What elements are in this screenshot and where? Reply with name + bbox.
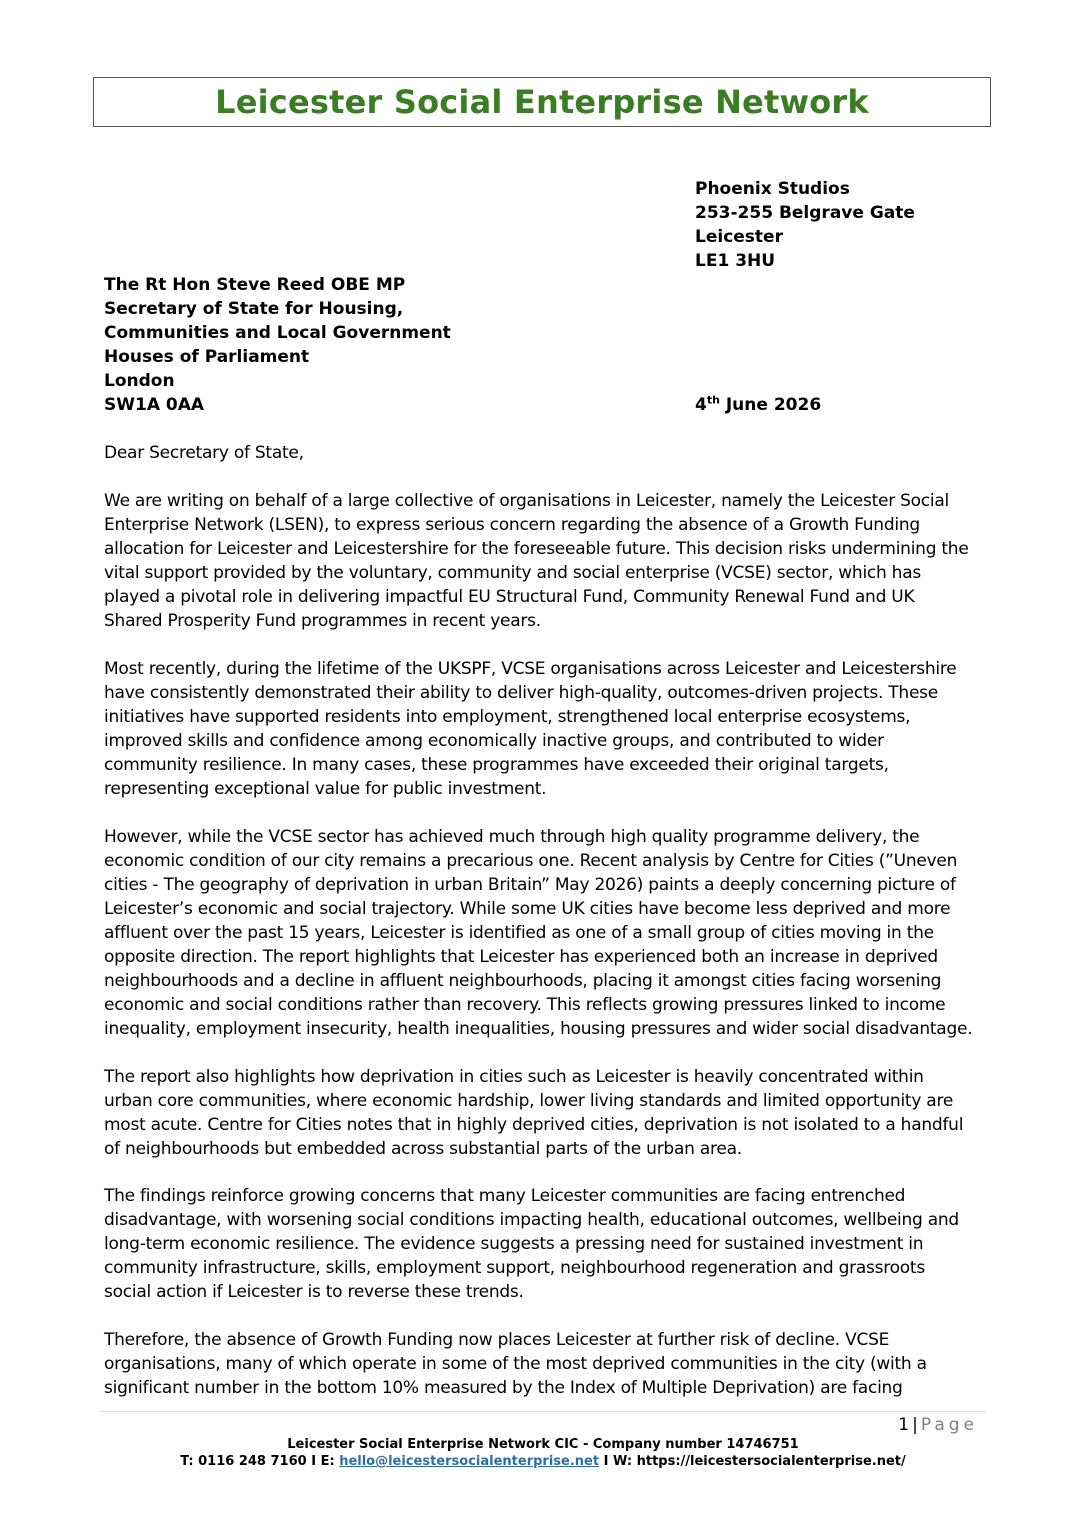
paragraph-line: The report also highlights how deprivation in cities such as Leicester is heavily concentrated within — [104, 1067, 924, 1087]
paragraph-line: significant number in the bottom 10% measured by the Index of Multiple Deprivation) are facing — [104, 1378, 903, 1398]
email-link[interactable]: hello@leicestersocialenterprise.net — [339, 1454, 600, 1469]
paragraph-line: Therefore, the absence of Growth Funding now places Leicester at further risk of decline. VCSE — [104, 1330, 890, 1350]
paragraph-line: organisations, many of which operate in some of the most deprived communities in the city (with a — [104, 1354, 927, 1374]
paragraph-line: allocation for Leicester and Leicestershire for the foreseeable future. This decision risks undermining the — [104, 539, 969, 559]
recipient-address — [104, 273, 451, 417]
recipient-address-line: Secretary of State for Housing, — [104, 299, 404, 319]
paragraph-line: affluent over the past 15 years, Leicester is identified as one of a small group of cities moving in the — [104, 923, 934, 943]
paragraph-line: neighbourhoods and a decline in affluent neighbourhoods, placing it amongst cities facing worsening — [104, 971, 942, 991]
paragraph-line: initiatives have supported residents into employment, strengthened local enterprise ecosystems, — [104, 707, 911, 727]
recipient-address-line: The Rt Hon Steve Reed OBE MP — [104, 275, 406, 295]
paragraph-line: most acute. Centre for Cities notes that in highly deprived cities, deprivation is not isolated to a handful — [104, 1115, 964, 1135]
sender-address — [695, 177, 915, 273]
paragraph-line: social action if Leicester is to reverse these trends. — [104, 1282, 524, 1302]
recipient-address-line: SW1A 0AA — [104, 395, 205, 415]
paragraph-line: community infrastructure, skills, employment support, neighbourhood regeneration and grassroots — [104, 1258, 925, 1278]
body-paragraph — [104, 1184, 984, 1304]
paragraph-line: disadvantage, with worsening social conditions impacting health, educational outcomes, wellbeing and — [104, 1210, 959, 1230]
recipient-address-line: Communities and Local Government — [104, 323, 451, 343]
organisation-title: Leicester Social Enterprise Network — [215, 83, 869, 121]
page-word: Page — [920, 1415, 978, 1435]
salutation-text: Dear Secretary of State, — [104, 443, 304, 463]
letterhead-box — [93, 77, 991, 127]
paragraph-line: opposite direction. The report highlights that Leicester has experienced both an increase in deprived — [104, 947, 938, 967]
page-separator: | — [912, 1415, 918, 1435]
paragraph-line: cities - The geography of deprivation in urban Britain” May 2026) paints a deeply concerning picture of — [104, 875, 956, 895]
paragraph-line: vital support provided by the voluntary, community and social enterprise (VCSE) sector, which has — [104, 563, 921, 583]
footer-phone: T: 0116 248 7160 I E: — [180, 1454, 340, 1469]
sender-address-line: 253-255 Belgrave Gate — [695, 203, 915, 223]
paragraph-line: Leicester’s economic and social trajectory. While some UK cities have become less deprived and more — [104, 899, 951, 919]
paragraph-line: long-term economic resilience. The evidence suggests a pressing need for sustained investment in — [104, 1234, 924, 1254]
paragraph-line: Shared Prosperity Fund programmes in recent years. — [104, 611, 541, 631]
footer-divider — [100, 1411, 986, 1412]
date-day: 4 — [695, 395, 707, 415]
paragraph-line: urban core communities, where economic hardship, lower living standards and limited opportunity are — [104, 1091, 954, 1111]
date-month-year: June 2026 — [719, 395, 822, 415]
paragraph-line: The findings reinforce growing concerns that many Leicester communities are facing entrenched — [104, 1186, 906, 1206]
salutation — [104, 441, 984, 465]
paragraph-line: have consistently demonstrated their ability to deliver high-quality, outcomes-driven projects. These — [104, 683, 938, 703]
footer-company-line: Leicester Social Enterprise Network CIC - Company number 14746751 — [287, 1437, 799, 1452]
date-suffix: th — [706, 393, 720, 407]
footer-website: I W: https://leicestersocialenterprise.net/ — [599, 1454, 906, 1469]
paragraph-line: improved skills and confidence among economically inactive groups, and contributed to wider — [104, 731, 884, 751]
sender-address-line: LE1 3HU — [695, 251, 776, 271]
paragraph-line: representing exceptional value for public investment. — [104, 779, 547, 799]
paragraph-line: played a pivotal role in delivering impactful EU Structural Fund, Community Renewal Fund and UK — [104, 587, 915, 607]
letter-date — [695, 393, 821, 417]
body-paragraph — [104, 1328, 984, 1400]
page-number-value: 1 — [898, 1415, 910, 1435]
paragraph-line: inequality, employment insecurity, health inequalities, housing pressures and wider social disadvantage. — [104, 1019, 973, 1039]
paragraph-line: We are writing on behalf of a large collective of organisations in Leicester, namely the Leicester Social — [104, 491, 949, 511]
paragraph-line: community resilience. In many cases, these programmes have exceeded their original targets, — [104, 755, 889, 775]
paragraph-line: economic and social conditions rather than recovery. This reflects growing pressures linked to income — [104, 995, 946, 1015]
recipient-address-line: Houses of Parliament — [104, 347, 310, 367]
recipient-address-line: London — [104, 371, 175, 391]
footer-contact-line — [0, 1453, 1086, 1470]
body-paragraph — [104, 825, 984, 1041]
paragraph-line: Enterprise Network (LSEN), to express serious concern regarding the absence of a Growth Funding — [104, 515, 920, 535]
body-paragraph — [104, 489, 984, 633]
body-paragraph — [104, 1065, 984, 1161]
sender-address-line: Leicester — [695, 227, 783, 247]
body-paragraph — [104, 657, 984, 801]
paragraph-line: However, while the VCSE sector has achieved much through high quality programme delivery, the — [104, 827, 920, 847]
page-number — [898, 1414, 978, 1436]
paragraph-line: of neighbourhoods but embedded across substantial parts of the urban area. — [104, 1139, 742, 1159]
sender-address-line: Phoenix Studios — [695, 179, 850, 199]
paragraph-line: Most recently, during the lifetime of the UKSPF, VCSE organisations across Leicester and Leicestershire — [104, 659, 957, 679]
paragraph-line: economic condition of our city remains a precarious one. Recent analysis by Centre for Cities (”Uneven — [104, 851, 958, 871]
